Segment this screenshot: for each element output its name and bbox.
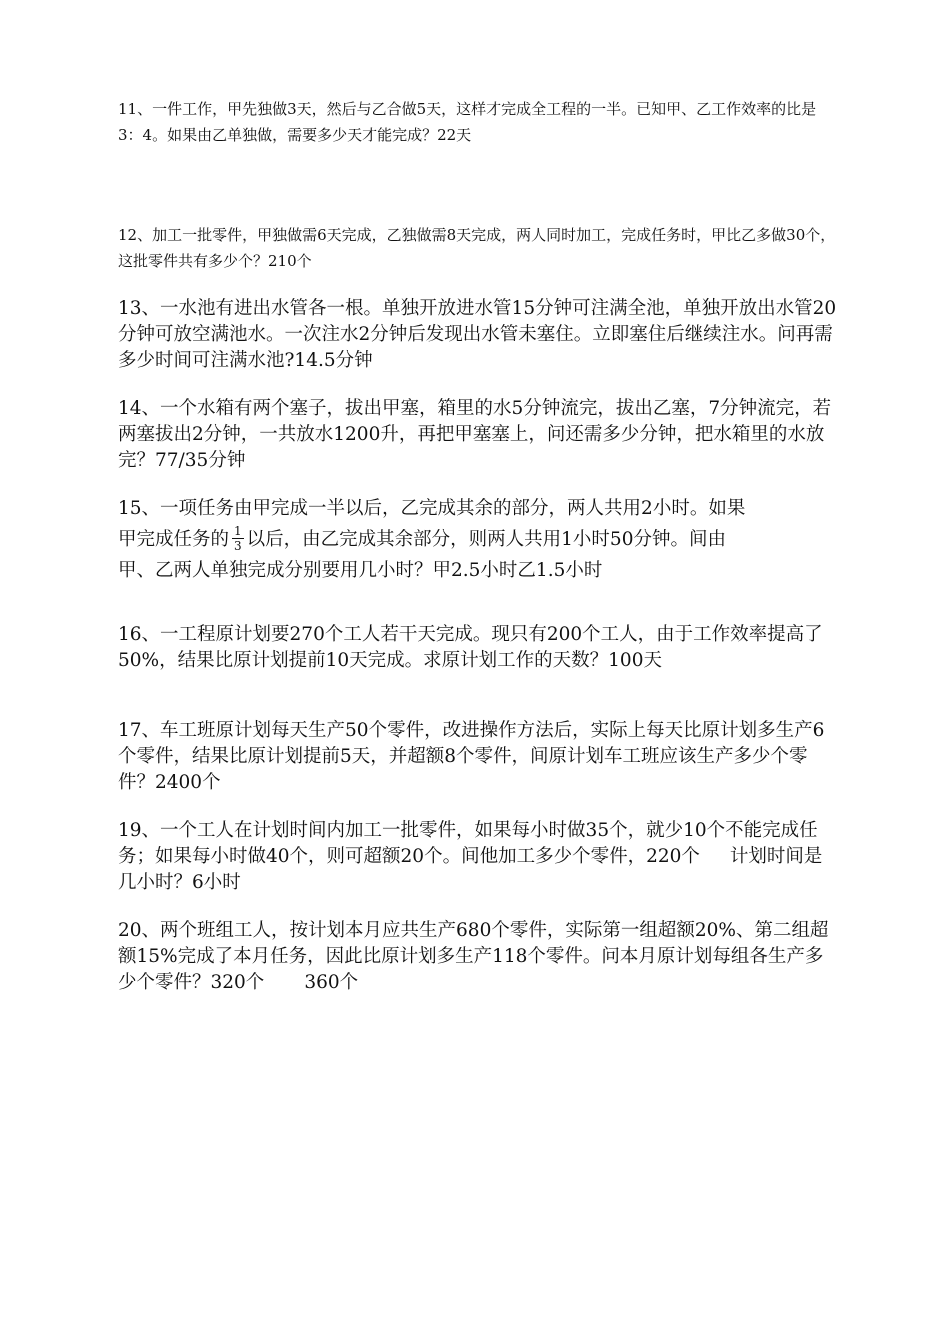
problem-20-text: 20、两个班组工人，按计划本月应共生产680个零件，实际第一组超额20%、第二组超额15%完成了本月任务，因此比原计划多生产118个零件。问本月原计划每组各生产多少个零件？320个 xyxy=(118,920,829,993)
problem-17 xyxy=(118,718,838,796)
problem-13-text: 13、一水池有进出水管各一根。单独开放进水管15分钟可注满全池，单独开放出水管20分钟可放空满池水。一次注水2分钟后发现出水管未塞住。立即塞住后继续注水。问再需多少时间可注满水池?14.5分钟 xyxy=(118,298,837,371)
problem-19 xyxy=(118,818,838,896)
problem-13 xyxy=(118,296,838,374)
problem-20-answer-b: 360个 xyxy=(304,972,359,993)
problem-15-before-fraction: 甲完成任务的 xyxy=(118,529,230,550)
problem-15-line-3: 甲、乙两人单独完成分别要用几小时？甲2.5小时乙1.5小时 xyxy=(118,560,603,581)
problem-11-text: 11、一件工作，甲先独做3天，然后与乙合做5天，这样才完成全工程的一半。已知甲、乙工作效率的比是3：4。如果由乙单独做，需要多少天才能完成？22天 xyxy=(118,100,817,144)
problem-19-answer-a: 220个 xyxy=(646,846,700,867)
problem-16-text: 16、一工程原计划要270个工人若干天完成。现只有200个工人，由于工作效率提高了50%，结果比原计划提前10天完成。求原计划工作的天数？100天 xyxy=(118,624,823,671)
problem-19-text: 19、一个工人在计划时间内加工一批零件，如果每小时做35个，就少10个不能完成任务；如果每小时做40个，则可超额20个。间他加工多少个零件， xyxy=(118,820,818,867)
problem-14-text: 14、一个水箱有两个塞子，拔出甲塞，箱里的水5分钟流完，拔出乙塞，7分钟流完，若两塞拔出2分钟，一共放水1200升，再把甲塞塞上，问还需多少分钟，把水箱里的水放完？77/35分钟 xyxy=(118,398,832,471)
problem-17-text: 17、车工班原计划每天生产50个零件，改进操作方法后，实际上每天比原计划多生产6个零件，结果比原计划提前5天，并超额8个零件，间原计划车工班应该生产多少个零件？2400个 xyxy=(118,720,825,793)
problem-12 xyxy=(118,222,838,274)
problem-14 xyxy=(118,396,838,474)
problem-15-line-1: 15、一项任务由甲完成一半以后，乙完成其余的部分，两人共用2小时。如果 xyxy=(118,498,746,519)
problem-12-text: 12、加工一批零件，甲独做需6天完成，乙独做需8天完成，两人同时加工，完成任务时，甲比乙多做30个，这批零件共有多少个？210个 xyxy=(118,226,836,270)
problem-15 xyxy=(118,496,838,584)
problem-15-after-fraction: 以后，由乙完成其余部分，则两人共用1小时50分钟。间由 xyxy=(246,529,726,550)
one-third-fraction xyxy=(232,525,244,552)
problem-19-answer-b: 计划时间是几小时？6小时 xyxy=(118,846,823,893)
fraction-numerator: 1 xyxy=(234,523,242,538)
problem-20 xyxy=(118,918,838,996)
problem-16 xyxy=(118,622,838,674)
problem-15-line-2 xyxy=(118,522,838,558)
problem-11 xyxy=(118,96,838,148)
fraction-denominator: 3 xyxy=(234,538,242,553)
